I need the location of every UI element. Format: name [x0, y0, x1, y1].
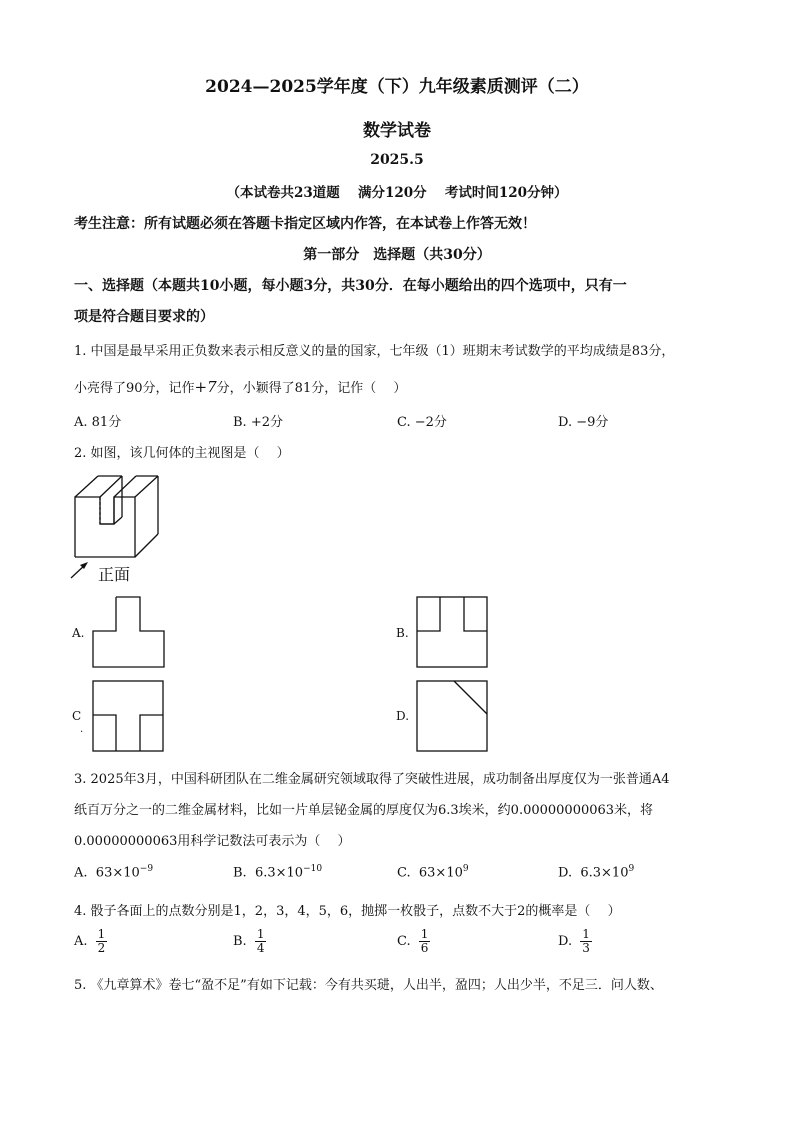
q3-option-b[interactable]	[233, 864, 322, 880]
q2-option-a-label[interactable]: A.	[72, 626, 85, 640]
fraction-denominator: 2	[97, 941, 106, 955]
q5-text: 5. 《九章算术》卷七“盈不足”有如下记载：今有共买琎，人出半，盈四；人出少半，不足三．问人数、	[74, 978, 663, 993]
fraction-denominator: 3	[582, 941, 590, 955]
q1-option-d[interactable]: D. −9分	[558, 415, 609, 430]
part1-heading: 第一部分 选择题（共30分）	[303, 247, 491, 263]
q3-option-b-base: 6.3×10	[254, 865, 304, 881]
q4-option-d-label: D.	[558, 934, 573, 949]
q4-option-c[interactable]	[397, 928, 430, 955]
q3-option-a-base: 63×10	[95, 865, 140, 881]
q3-option-d-exp: 9	[628, 864, 635, 874]
q4-option-c-fraction	[419, 928, 431, 955]
notice: 考生注意：所有试题必须在答题卡指定区域内作答，在本试卷上作答无效！	[74, 216, 536, 232]
exam-title: 2024—2025学年度（下）九年级素质测评（二）	[205, 77, 589, 97]
q1-line2	[74, 377, 406, 396]
q1-option-c[interactable]: C. −2分	[397, 415, 447, 430]
fraction-numerator: 1	[256, 927, 265, 941]
q3-option-c-exp: 9	[462, 864, 469, 874]
q3-option-a[interactable]	[74, 864, 153, 880]
subject-title: 数学试卷	[363, 121, 431, 141]
q1-line1: 1. 中国是最早采用正负数来表示相反意义的量的国家，七年级（1）班期末考试数学的平均成绩是83分，	[74, 344, 675, 359]
fraction-denominator: 4	[256, 941, 265, 955]
q4-option-b[interactable]	[233, 928, 266, 955]
q4-option-b-label: B.	[233, 934, 247, 949]
q3-option-d-label: D.	[558, 865, 573, 881]
q4-option-d-fraction	[580, 928, 592, 955]
q2-option-c-dot: .	[80, 724, 84, 735]
fraction-numerator: 1	[420, 927, 429, 941]
q2-option-c-label[interactable]: C	[72, 709, 82, 723]
q3-line1: 3. 2025年3月，中国科研团队在二维金属研究领域取得了突破性进展，成功制备出厚度仅为一张普通A4	[74, 772, 670, 787]
q1-line2c: 分，小颖得了81分，记作（ ）	[216, 381, 407, 396]
q3-line2: 纸百万分之一的二维金属材料，比如一片单层铋金属的厚度仅为6.3埃米，约0.00000000063米，将	[74, 803, 654, 818]
q2-option-d-figure[interactable]	[416, 680, 490, 754]
q2-option-c-figure[interactable]	[92, 680, 166, 754]
q3-option-d[interactable]	[558, 864, 634, 880]
q3-option-c[interactable]	[397, 864, 469, 880]
exam-date: 2025.5	[370, 152, 424, 168]
q4-option-a-label: A.	[74, 934, 88, 949]
q4-option-a[interactable]	[74, 928, 107, 955]
exam-info: （本试卷共23道题 满分120分 考试时间120分钟）	[226, 185, 568, 201]
q3-option-c-base: 63×10	[418, 865, 463, 881]
q3-option-d-base: 6.3×10	[580, 865, 629, 881]
q3-option-b-exp: −10	[303, 864, 323, 874]
q3-option-b-label: B.	[233, 865, 247, 881]
q2-text: 2. 如图，该几何体的主视图是（ ）	[74, 446, 290, 461]
q3-option-a-exp: −9	[139, 864, 154, 874]
section1-line1: 一、选择题（本题共10小题，每小题3分，共30分．在每小题给出的四个选项中，只有一	[74, 278, 627, 294]
q1-line2a: 小亮得了90分，记作	[74, 381, 195, 396]
q1-value: +7	[194, 378, 217, 396]
fraction-denominator: 6	[420, 941, 429, 955]
front-label: 正面	[98, 565, 131, 584]
fraction-numerator: 1	[582, 927, 590, 941]
fraction-numerator: 1	[97, 927, 106, 941]
q2-option-b-figure[interactable]	[416, 596, 490, 670]
q1-option-b[interactable]: B. +2分	[233, 415, 283, 430]
q4-option-a-fraction	[96, 928, 108, 955]
section1-line2: 项是符合题目要求的）	[74, 309, 214, 325]
q2-option-d-label[interactable]: D.	[396, 709, 410, 723]
q4-option-c-label: C.	[397, 934, 411, 949]
q2-option-a-figure[interactable]	[92, 596, 166, 670]
q4-option-d[interactable]	[558, 928, 592, 955]
q4-text: 4. 骰子各面上的点数分别是1，2，3，4，5，6，抛掷一枚骰子，点数不大于2的概率是（ ）	[74, 904, 621, 919]
q4-option-b-fraction	[255, 928, 267, 955]
q3-line3: 0.00000000063用科学记数法可表示为（ ）	[74, 834, 351, 849]
q2-option-b-label[interactable]: B.	[396, 626, 409, 640]
q1-option-a[interactable]: A. 81分	[74, 415, 122, 430]
q3-option-a-label: A.	[74, 865, 88, 881]
q3-option-c-label: C.	[397, 865, 411, 881]
